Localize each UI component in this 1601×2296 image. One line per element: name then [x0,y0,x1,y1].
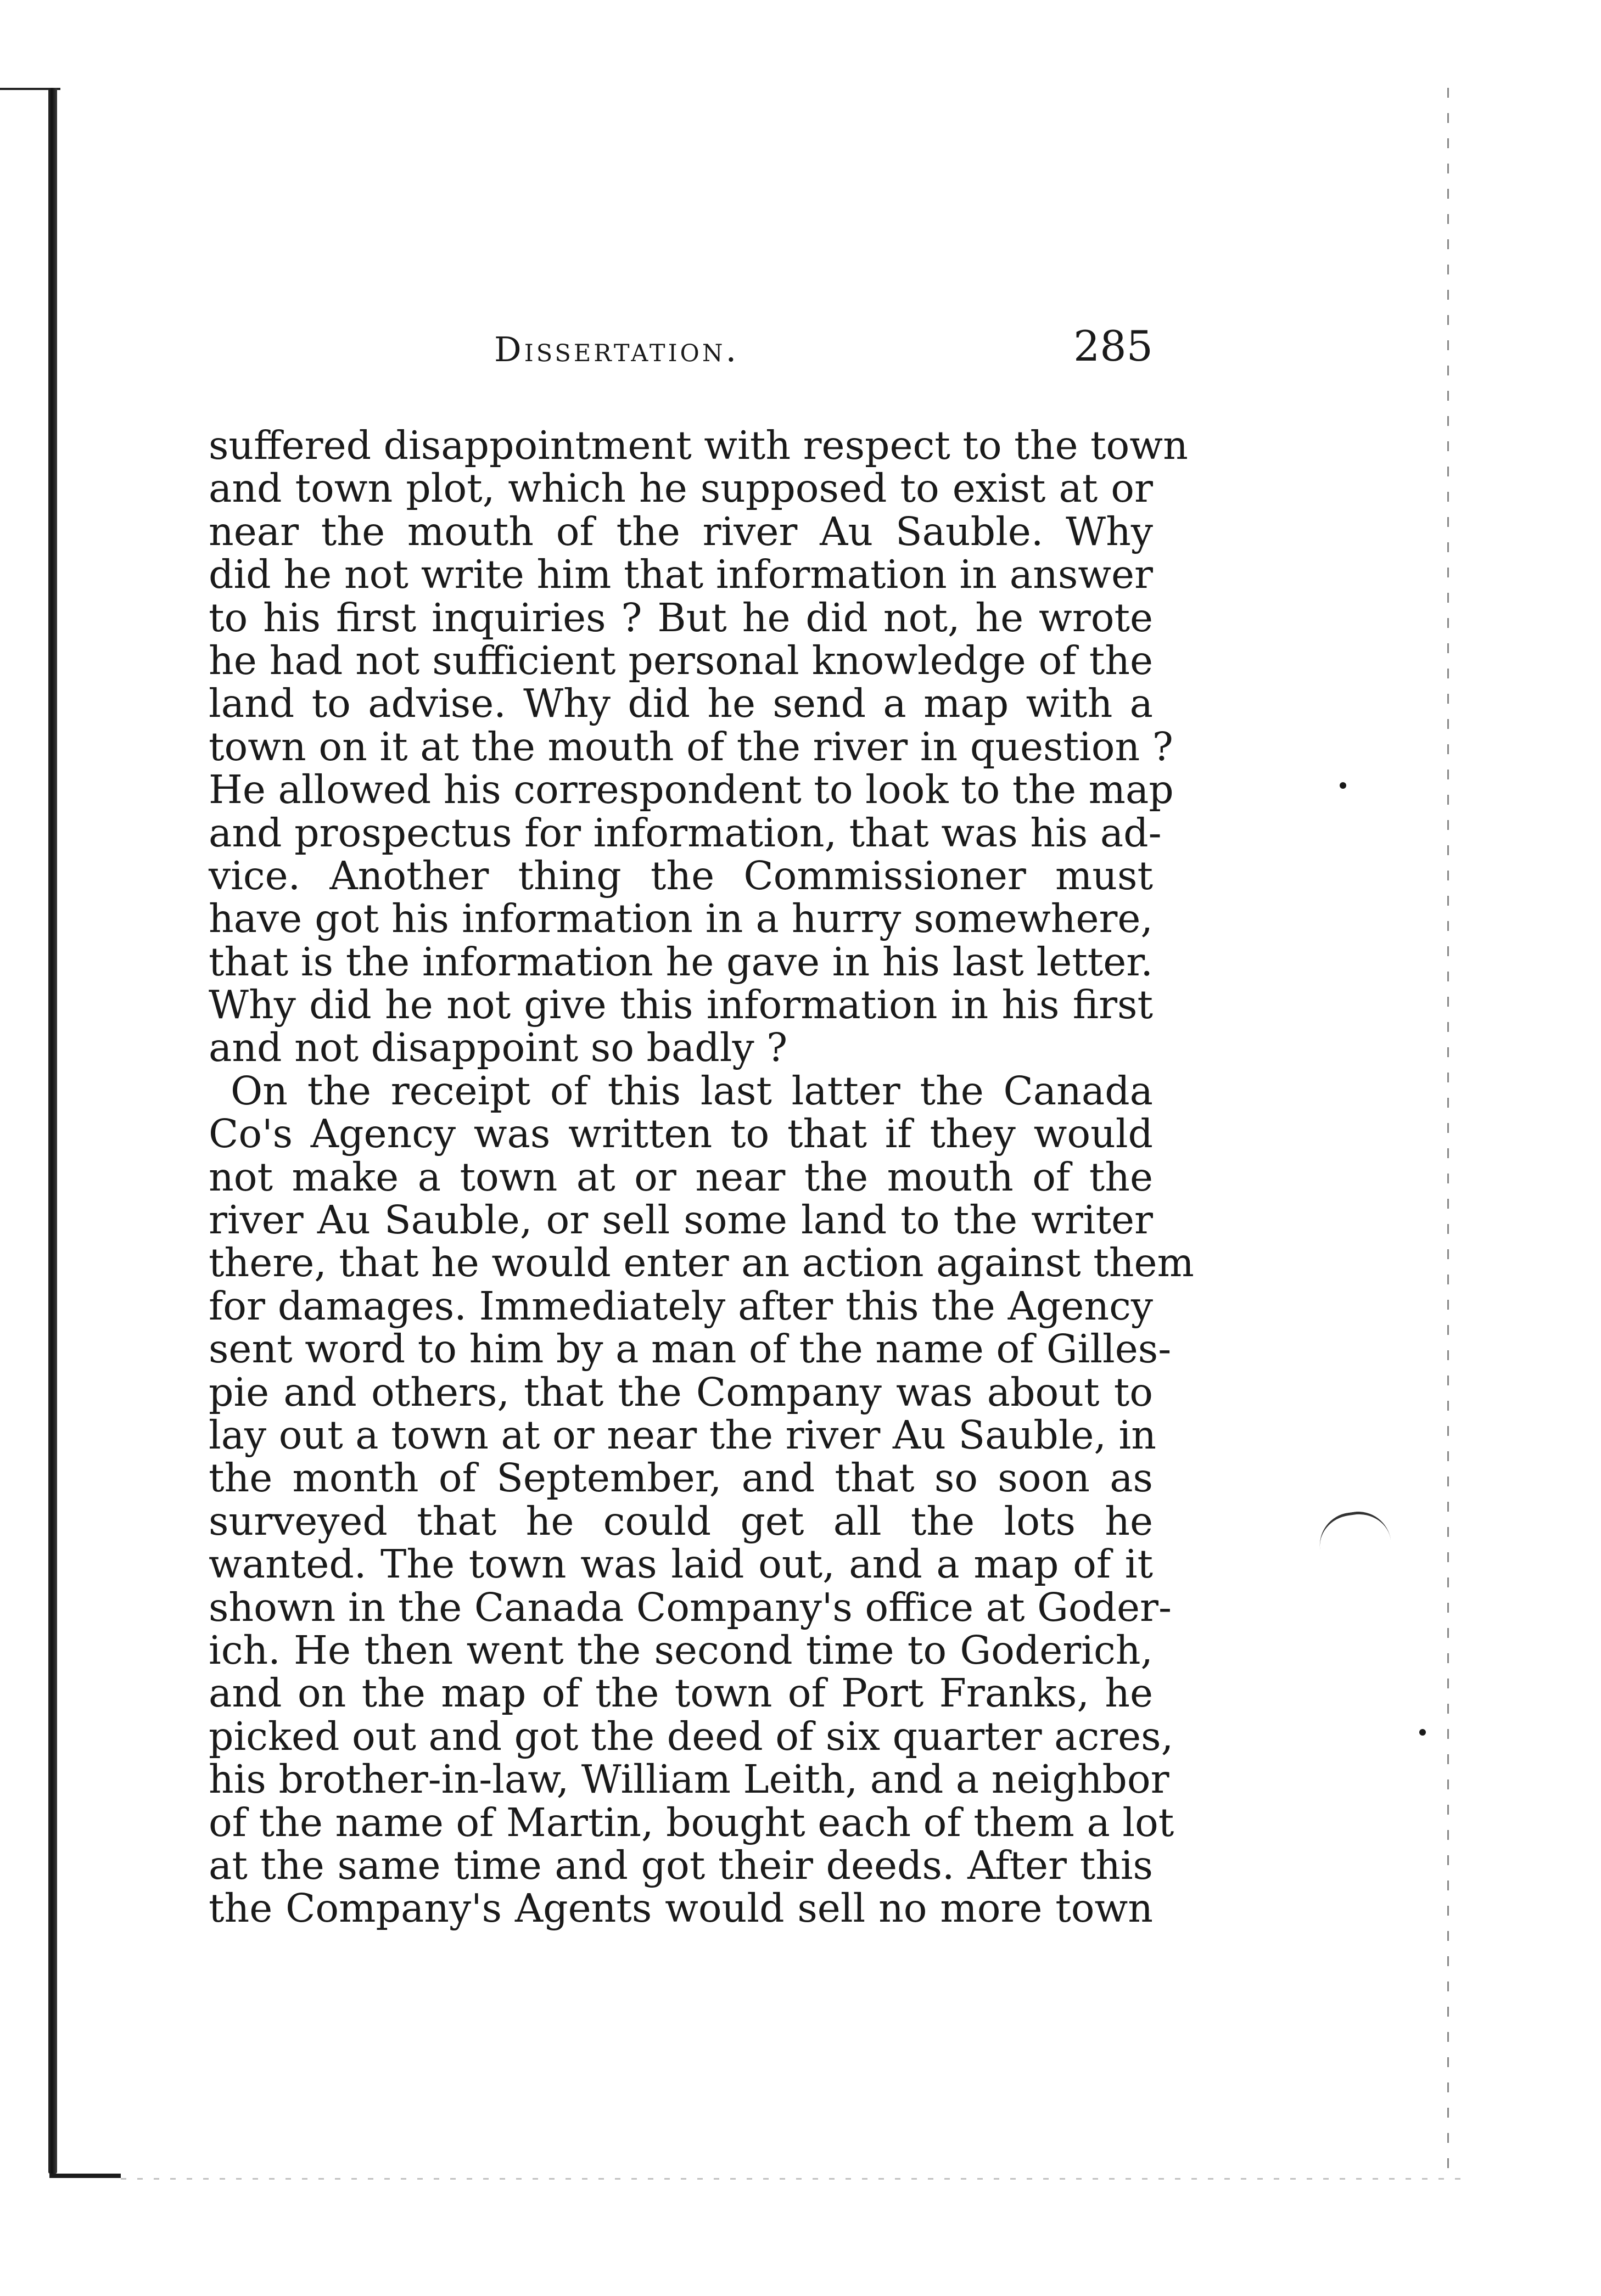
text-line: he had not sufficient personal knowledge of the [209,637,1153,683]
text-line: suffered disappointment with respect to the town [209,423,1188,468]
text-line: lay out a town at or near the river Au Sauble, in [209,1412,1156,1458]
text-line: Why did he not give this information in his first [209,982,1153,1028]
text-line: his brother-in-law, William Leith, and a neighbor [209,1756,1169,1803]
text-line: not make a town at or near the mouth of the [209,1154,1153,1200]
page-edge-right [1447,88,1449,2174]
body-text [209,423,1194,1932]
text-line: for damages. Immediately after this the Agency [209,1283,1153,1329]
text-line: He allowed his correspondent to look to the map [209,767,1174,813]
text-line: land to advise. Why did he send a map with a [209,681,1153,727]
text-line: there, that he would enter an action against them [209,1240,1194,1286]
page-edge-mark [49,2174,121,2178]
page-number: 285 [1073,322,1153,370]
pencil-mark [1315,1507,1391,1552]
text-line: town on it at the mouth of the river in question ? [209,723,1173,770]
text-line: the Company's Agents would sell no more town [209,1885,1153,1932]
text-line: river Au Sauble, or sell some land to the writer [209,1197,1153,1243]
text-line: shown in the Canada Company's office at Goder- [209,1584,1172,1630]
text-line: sent word to him by a man of the name of Gilles- [209,1326,1172,1372]
text-line: and on the map of the town of Port Franks, he [209,1670,1153,1716]
page-header [209,319,1153,380]
text-line: near the mouth of the river Au Sauble. Why [209,508,1153,554]
text-line: pie and others, that the Company was about to [209,1369,1153,1415]
text-line: ich. He then went the second time to Goderich, [209,1627,1153,1673]
binding-shadow [48,88,57,2174]
text-line: have got his information in a hurry somewhere, [209,896,1153,942]
text-line: did he not write him that information in answer [209,552,1153,598]
text-line: the month of September, and that so soon as [209,1455,1153,1501]
text-line: at the same time and got their deeds. After this [209,1842,1153,1888]
text-line: and not disappoint so badly ? [209,1025,788,1071]
text-line: and town plot, which he supposed to exist at or [209,465,1153,512]
ink-speck [1419,1729,1426,1736]
text-line: vice. Another thing the Commissioner must [209,852,1153,899]
paragraph-start-line: On the receipt of this last latter the Canada [231,1068,1153,1114]
text-line: wanted. The town was laid out, and a map of it [209,1541,1153,1587]
text-line: to his first inquiries ? But he did not, he wrote [209,594,1153,641]
text-line: surveyed that he could get all the lots he [209,1498,1153,1544]
text-line: of the name of Martin, bought each of them a lot [209,1799,1174,1845]
text-line: picked out and got the deed of six quarter acres, [209,1713,1174,1759]
text-line: that is the information he gave in his last letter. [209,939,1153,985]
text-line: and prospectus for information, that was his ad- [209,810,1162,856]
page-edge-bottom [121,2178,1471,2180]
ink-speck [1340,782,1346,789]
text-line: Co's Agency was written to that if they would [209,1111,1153,1157]
running-head: Dissertation. [494,329,740,369]
